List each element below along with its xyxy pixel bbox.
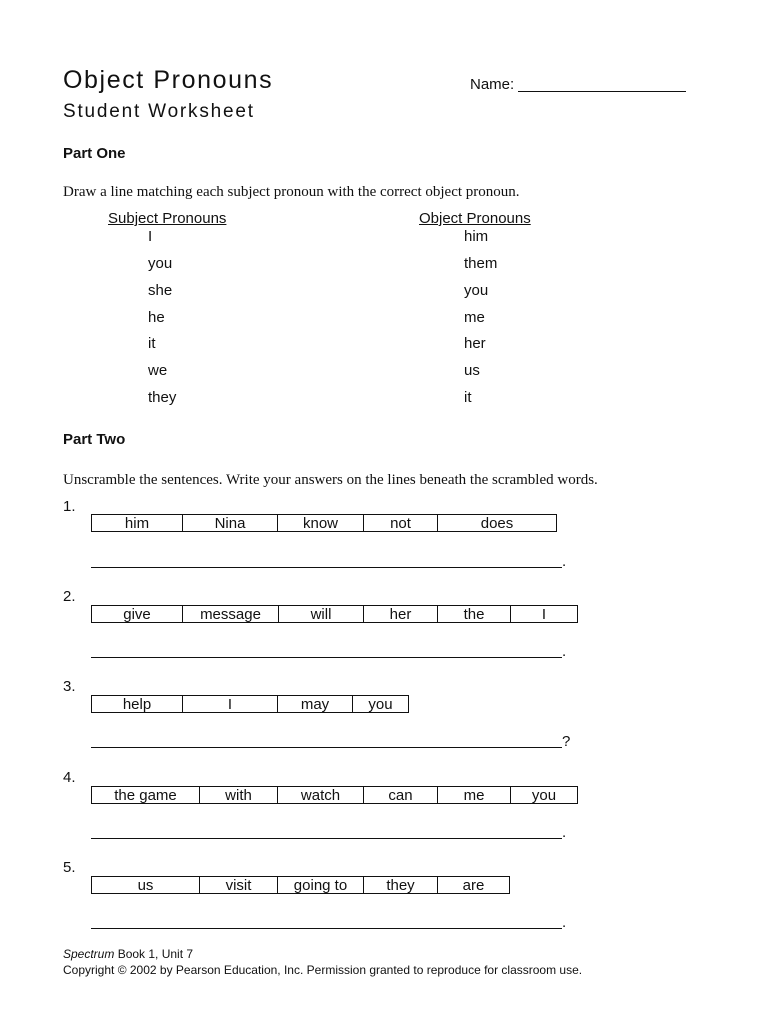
subject-pronoun: I [148,228,153,245]
object-pronoun: me [464,309,485,326]
scrambled-word: not [363,514,437,532]
item-number: 2. [63,588,76,605]
scrambled-word: I [510,605,578,623]
part-two-heading: Part Two [63,431,126,448]
page-title: Object Pronouns [63,66,274,94]
footer-copyright: Copyright © 2002 by Pearson Education, Inc. Permission granted to reproduce for classroom use. [63,963,583,977]
scrambled-word: him [91,514,182,532]
object-pronoun: it [464,389,472,406]
scrambled-words-row [91,876,510,894]
answer-line[interactable] [91,928,562,929]
scrambled-word: may [277,695,352,713]
part-one-heading: Part One [63,145,126,162]
scrambled-word: the [437,605,510,623]
scrambled-word: with [199,786,277,804]
subject-pronouns-header: Subject Pronouns [108,210,227,227]
answer-line[interactable] [91,567,562,568]
scrambled-word: are [437,876,510,894]
scrambled-word: watch [277,786,363,804]
subject-pronoun: he [148,309,165,326]
scrambled-words-row [91,695,409,713]
name-label: Name: [470,76,515,93]
scrambled-words-row [91,786,578,804]
object-pronoun: us [464,362,480,379]
subject-pronoun: she [148,282,173,299]
scrambled-word: know [277,514,363,532]
scrambled-word: the game [91,786,199,804]
scrambled-word: you [510,786,578,804]
item-number: 4. [63,769,76,786]
scrambled-word: us [91,876,199,894]
subject-pronoun: they [148,389,177,406]
answer-line[interactable] [91,838,562,839]
scrambled-word: message [182,605,278,623]
part-one-instructions: Draw a line matching each subject pronoun with the correct object pronoun. [63,184,520,200]
scrambled-word: visit [199,876,277,894]
scrambled-word: they [363,876,437,894]
answer-punctuation: . [562,914,567,931]
object-pronoun: you [464,282,489,299]
answer-punctuation: ? [562,733,571,750]
scrambled-word: me [437,786,510,804]
object-pronouns-header: Object Pronouns [419,210,531,227]
name-line [518,91,686,92]
scrambled-word: I [182,695,277,713]
page-subtitle: Student Worksheet [63,101,255,122]
scrambled-words-row [91,514,557,532]
scrambled-word: does [437,514,557,532]
scrambled-word: help [91,695,182,713]
subject-pronoun: it [148,335,156,352]
answer-punctuation: . [562,643,567,660]
subject-pronoun: we [148,362,168,379]
object-pronoun: him [464,228,489,245]
item-number: 5. [63,859,76,876]
footer-source-rest: Book 1, Unit 7 [114,947,194,961]
answer-line[interactable] [91,657,562,658]
scrambled-word: give [91,605,182,623]
footer-source-title: Spectrum [63,947,115,961]
scrambled-words-row [91,605,578,623]
answer-punctuation: . [562,553,567,570]
scrambled-word: will [278,605,363,623]
scrambled-word: you [352,695,409,713]
scrambled-word: going to [277,876,363,894]
part-two-instructions: Unscramble the sentences. Write your answers on the lines beneath the scrambled words. [63,472,598,488]
item-number: 3. [63,678,76,695]
object-pronoun: her [464,335,486,352]
scrambled-word: can [363,786,437,804]
object-pronoun: them [464,255,498,272]
scrambled-word: Nina [182,514,277,532]
answer-punctuation: . [562,824,567,841]
item-number: 1. [63,498,76,515]
answer-line[interactable] [91,747,562,748]
footer-source [63,947,193,961]
subject-pronoun: you [148,255,173,272]
scrambled-word: her [363,605,437,623]
